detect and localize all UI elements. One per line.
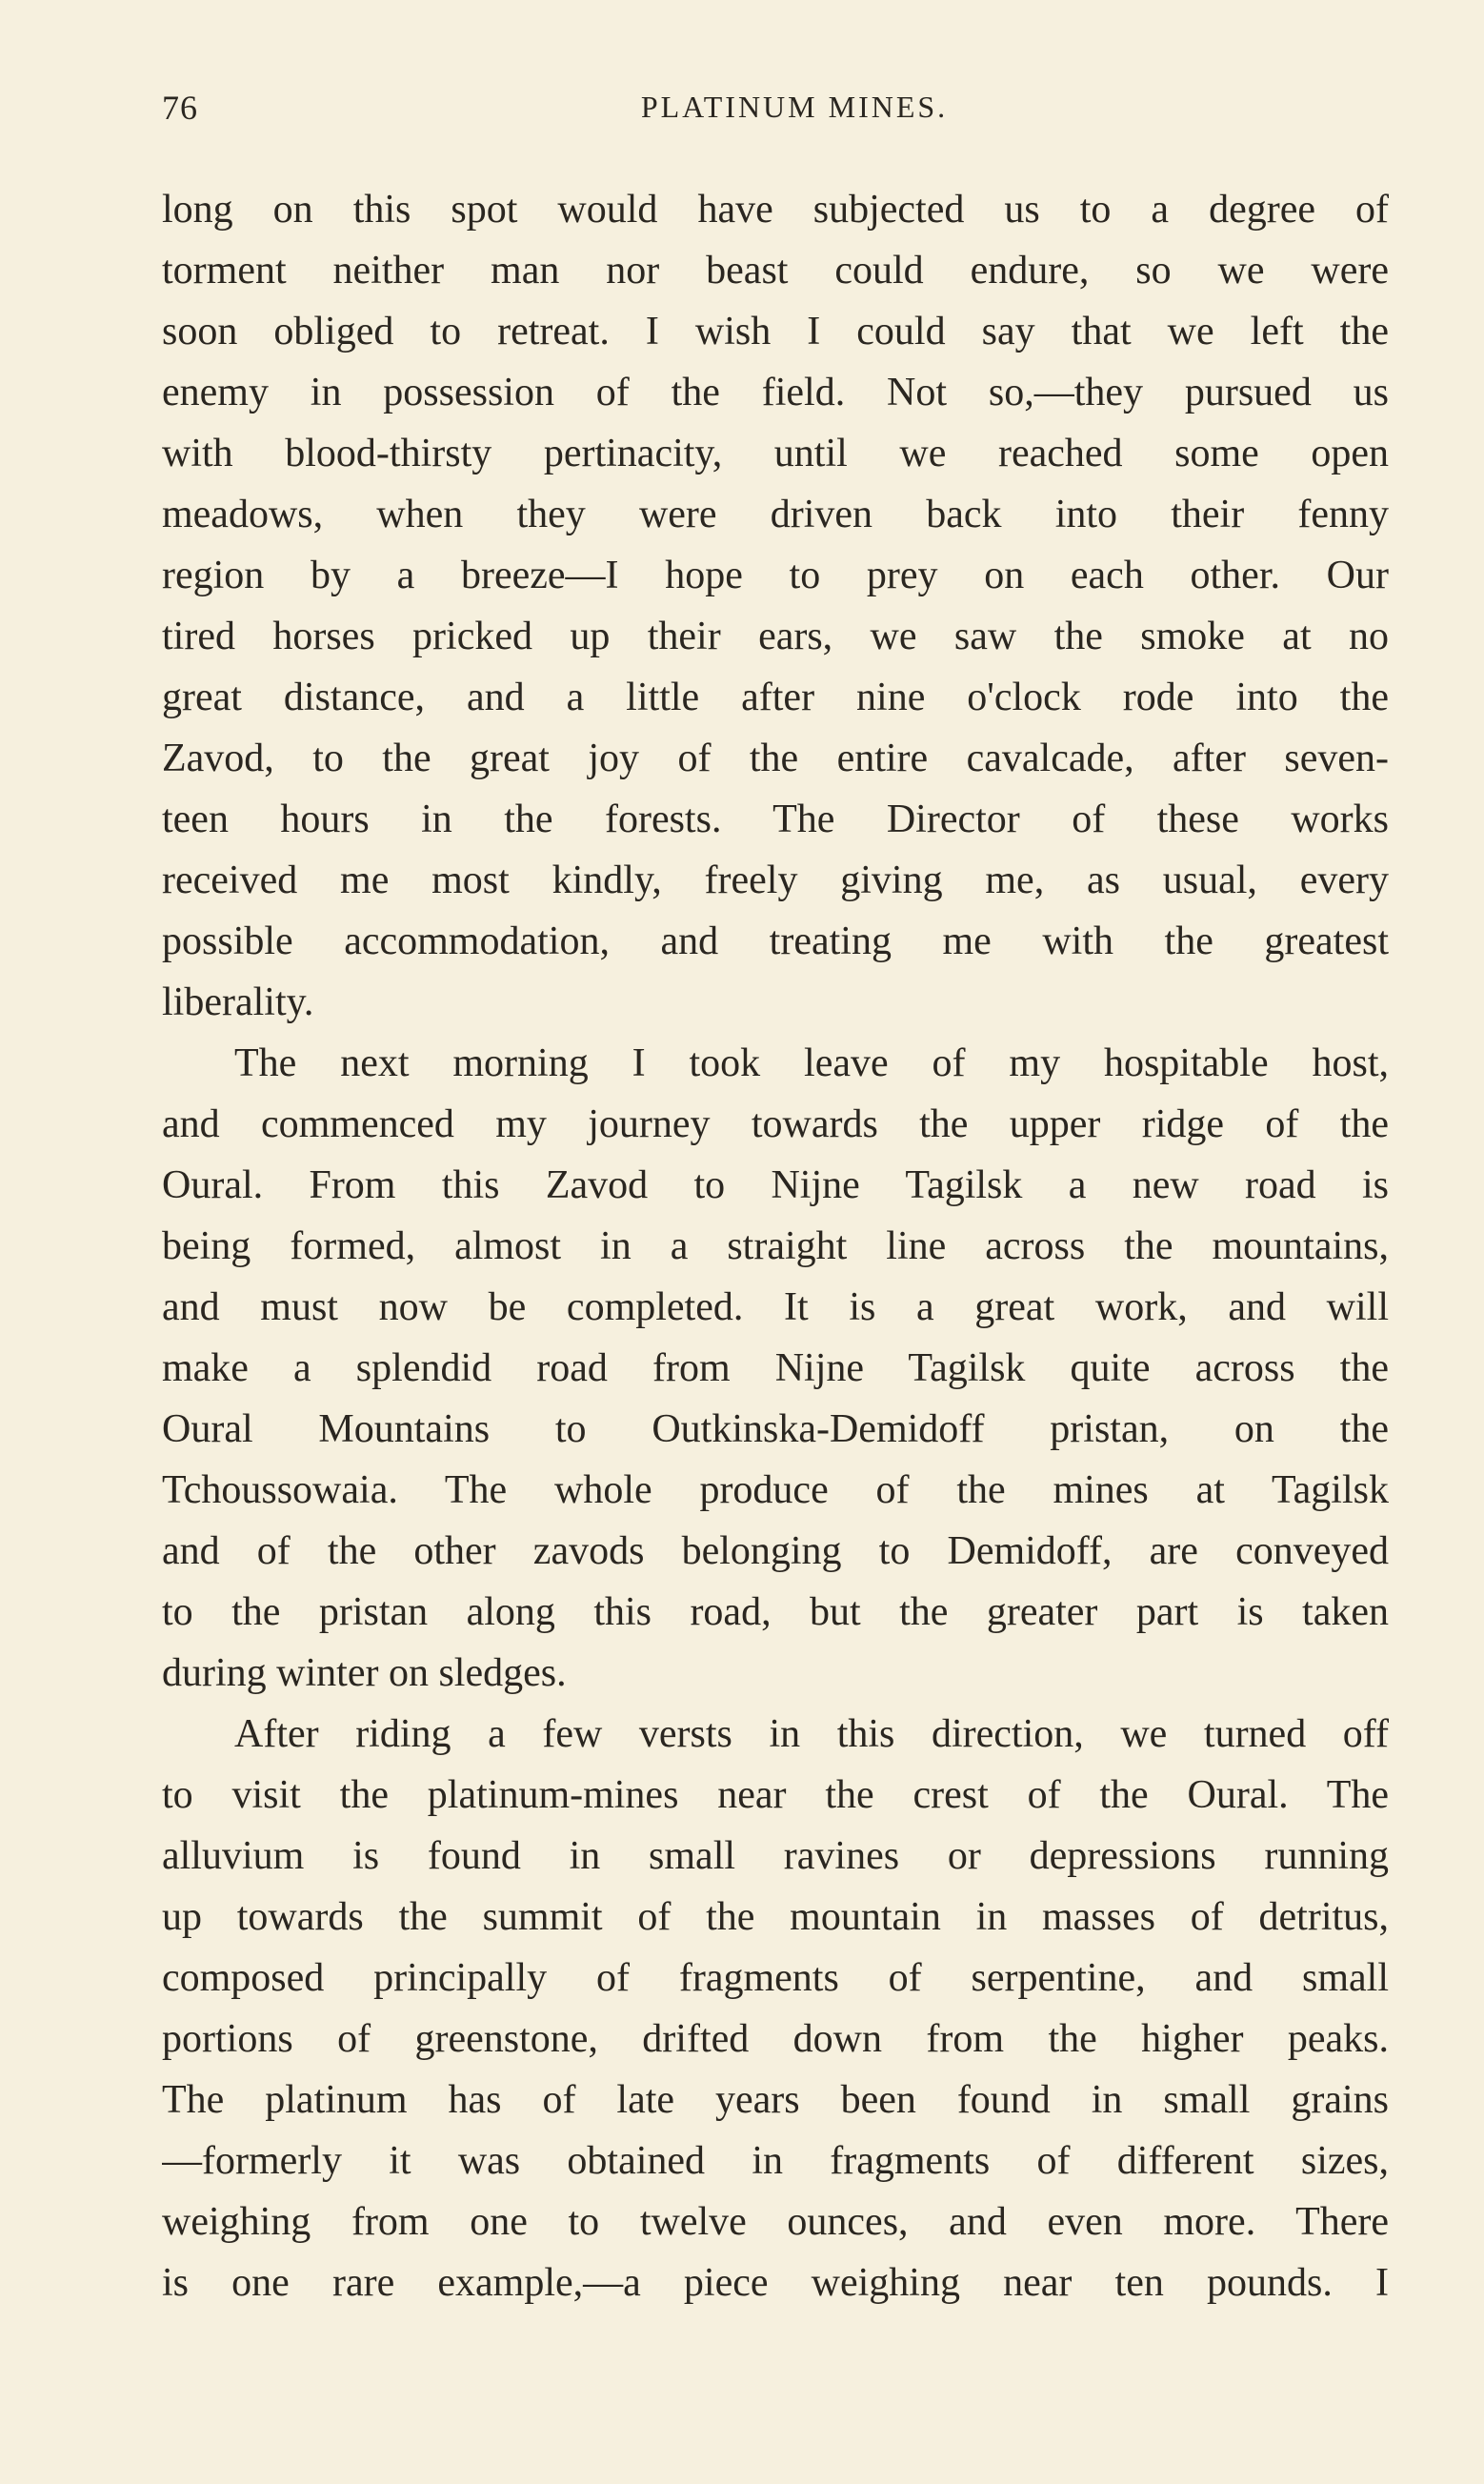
body-text: [162, 179, 1389, 2313]
text-line: Zavod, to the great joy of the entire cavalcade, after seven-: [162, 737, 1389, 780]
text-line: Tchoussowaia. The whole produce of the mines at Tagilsk: [162, 1468, 1389, 1512]
page-number: 76: [162, 89, 198, 127]
paragraph: [162, 1704, 1389, 2313]
paragraph: [162, 179, 1389, 1033]
text-line: possible accommodation, and treating me with the greatest: [162, 919, 1389, 963]
text-line: composed principally of fragments of serpentine, and small: [162, 1956, 1389, 2000]
text-line: enemy in possession of the field. Not so,—they pursued us: [162, 371, 1389, 414]
text-line: weighing from one to twelve ounces, and even more. There: [162, 2200, 1389, 2244]
text-line: The platinum has of late years been found in small grains: [162, 2078, 1389, 2122]
text-line: and must now be completed. It is a great work, and will: [162, 1285, 1389, 1329]
text-line: with blood-thirsty pertinacity, until we reached some open: [162, 432, 1389, 475]
text-line: soon obliged to retreat. I wish I could say that we left the: [162, 310, 1389, 353]
text-line: during winter on sledges.: [162, 1651, 567, 1695]
running-head: [162, 88, 1389, 130]
text-line: After riding a few versts in this direction, we turned off: [234, 1712, 1389, 1756]
text-line: to the pristan along this road, but the greater part is taken: [162, 1590, 1389, 1634]
text-line: tired horses pricked up their ears, we saw the smoke at no: [162, 615, 1389, 658]
text-line: torment neither man nor beast could endure, so we were: [162, 249, 1389, 293]
text-line: Oural. From this Zavod to Nijne Tagilsk a new road is: [162, 1163, 1389, 1207]
text-line: region by a breeze—I hope to prey on each other. Our: [162, 554, 1389, 597]
text-line: alluvium is found in small ravines or depressions running: [162, 1834, 1389, 1878]
text-line: great distance, and a little after nine o'clock rode into the: [162, 676, 1389, 719]
text-line: teen hours in the forests. The Director of these works: [162, 798, 1389, 841]
text-line: being formed, almost in a straight line across the mountains,: [162, 1224, 1389, 1268]
text-line: liberality.: [162, 980, 314, 1024]
text-line: meadows, when they were driven back into their fenny: [162, 493, 1389, 536]
text-line: —formerly it was obtained in fragments of different sizes,: [162, 2139, 1389, 2183]
text-line: to visit the platinum-mines near the crest of the Oural. The: [162, 1773, 1389, 1817]
paragraph: [162, 1033, 1389, 1704]
text-line: Oural Mountains to Outkinska-Demidoff pristan, on the: [162, 1407, 1389, 1451]
text-line: make a splendid road from Nijne Tagilsk quite across the: [162, 1346, 1389, 1390]
text-line: is one rare example,—a piece weighing near ten pounds. I: [162, 2261, 1389, 2305]
text-line: and commenced my journey towards the upper ridge of the: [162, 1102, 1389, 1146]
text-line: portions of greenstone, drifted down from the higher peaks.: [162, 2017, 1389, 2061]
text-line: long on this spot would have subjected us to a degree of: [162, 188, 1389, 232]
text-line: The next morning I took leave of my hospitable host,: [234, 1041, 1389, 1085]
running-title: PLATINUM MINES.: [640, 90, 949, 124]
text-line: received me most kindly, freely giving me, as usual, every: [162, 858, 1389, 902]
text-line: and of the other zavods belonging to Demidoff, are conveyed: [162, 1529, 1389, 1573]
text-line: up towards the summit of the mountain in masses of detritus,: [162, 1895, 1389, 1939]
